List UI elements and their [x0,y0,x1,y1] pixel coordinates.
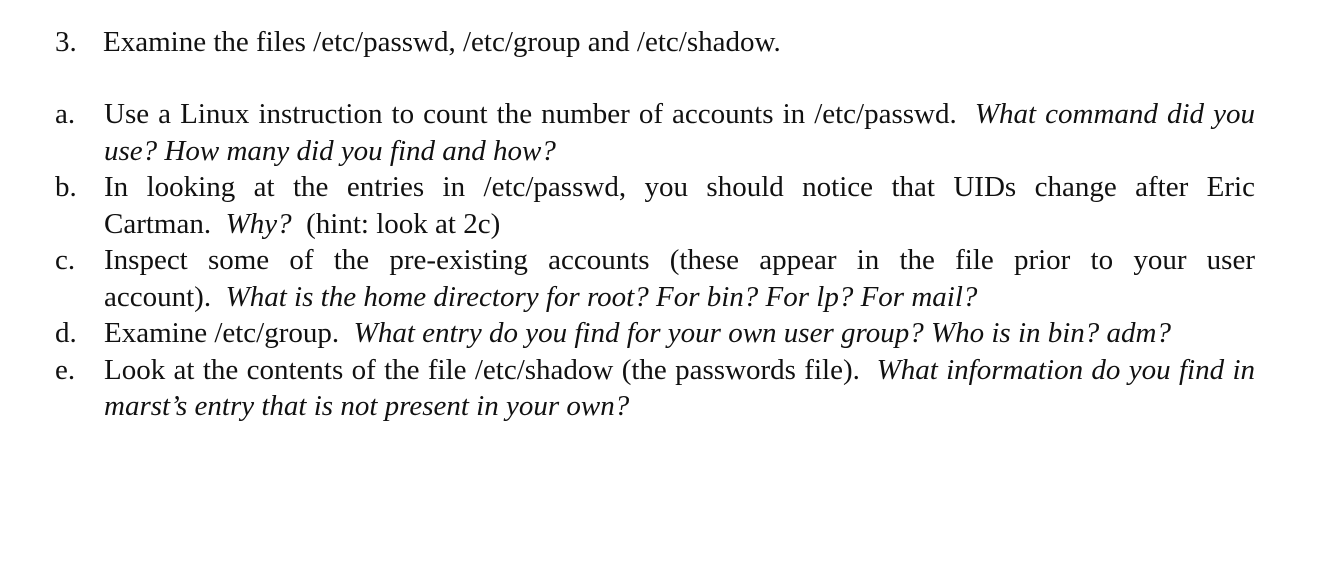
sub-question-b [55,169,1255,242]
sub-question-a [55,96,1255,169]
sub-question-d [55,315,1255,352]
item-question: What command did you use? How many did you find and how? [104,98,1255,167]
item-question: What information do you find in marst’s entry that is not present in your own? [104,353,1255,422]
item-body [104,242,1255,315]
question-heading [55,24,781,60]
item-question: What entry do you find for your own user group? Who is in bin? adm? [353,317,1171,349]
item-text: In looking at the entries in /etc/passwd, you should notice that UIDs change after Eric Cartman. [104,171,1255,240]
item-marker: d. [55,317,77,349]
sub-question-c [55,242,1255,315]
item-question: Why? [225,207,292,240]
item-hint: (hint: look at 2c) [306,207,501,240]
item-question: What is the home directory for root? For bin? For lp? For mail? [225,280,978,313]
item-text: Use a Linux instruction to count the number of accounts in /etc/passwd. [104,98,957,130]
item-body [104,315,1255,352]
item-body [104,352,1255,425]
item-marker: e. [55,353,76,386]
sub-question-e [55,352,1255,425]
item-marker: b. [55,171,77,203]
question-text: Examine the files /etc/passwd, /etc/group and /etc/shadow. [103,26,781,58]
item-marker: c. [55,244,76,276]
item-body [104,96,1255,169]
item-text: Examine /etc/group. [104,317,340,349]
item-text: Inspect some of the pre-existing accounts (these appear in the file prior to your user account). [104,244,1255,313]
question-number: 3. [55,26,77,58]
item-marker: a. [55,98,76,130]
item-text: Look at the contents of the file /etc/shadow (the passwords file). [104,353,860,386]
item-body [104,169,1255,242]
sub-question-list [55,96,1255,425]
